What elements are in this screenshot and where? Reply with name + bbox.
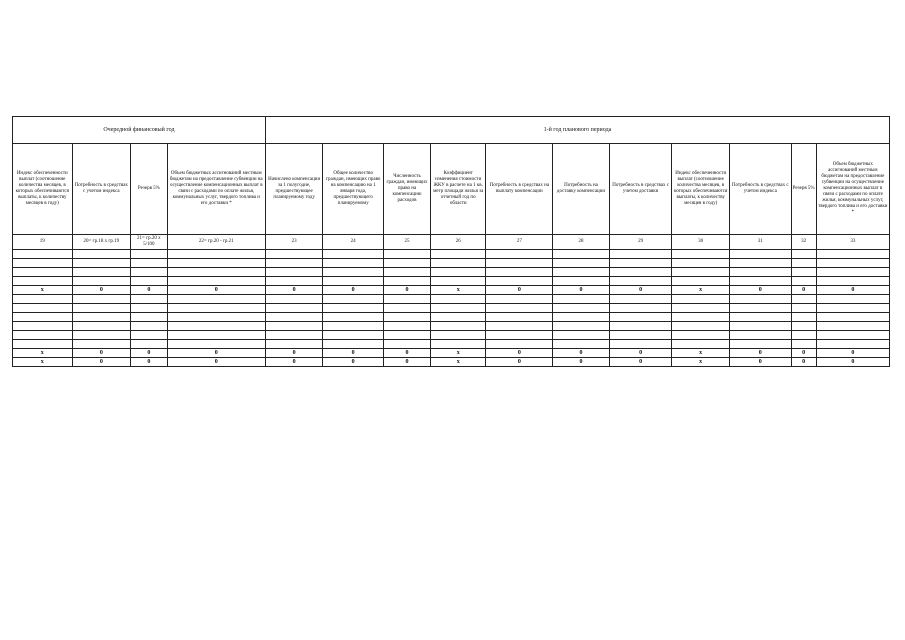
period-first-plan-year: 1-й год планового периода (265, 117, 889, 144)
table-cell: 0 (486, 358, 553, 367)
table-cell: x (431, 349, 486, 358)
table-cell (553, 277, 609, 286)
table-cell (553, 250, 609, 259)
table-cell (383, 268, 430, 277)
table-row (13, 286, 890, 295)
table-cell (486, 313, 553, 322)
table-cell (72, 322, 131, 331)
table-cell (265, 268, 322, 277)
table-cell (167, 259, 265, 268)
table-cell (13, 268, 73, 277)
column-header: Начислено компенсации за 1 полугодие, предшествующее планируемому году (265, 144, 322, 235)
table-cell: 0 (816, 349, 889, 358)
table-cell (431, 313, 486, 322)
table-cell (672, 322, 729, 331)
column-number: 29 (609, 235, 672, 250)
table-cell (383, 259, 430, 268)
table-cell (729, 313, 791, 322)
table-cell: x (672, 286, 729, 295)
table-row (13, 277, 890, 286)
column-number: 22= гр.20 - гр.21 (167, 235, 265, 250)
table-cell (72, 331, 131, 340)
table-row (13, 259, 890, 268)
table-cell (13, 259, 73, 268)
table-cell (167, 295, 265, 304)
table-cell (791, 295, 816, 304)
table-cell (431, 304, 486, 313)
table-cell (672, 259, 729, 268)
table-row (13, 250, 890, 259)
column-number: 31 (729, 235, 791, 250)
table-cell (383, 250, 430, 259)
table-cell (167, 313, 265, 322)
table-cell (609, 277, 672, 286)
table-cell (729, 277, 791, 286)
column-header: Индекс обеспеченности выплат (соотношение количества месяцев, в которых обеспечиваются выплаты, к количеству месяцев в году) (672, 144, 729, 235)
table-cell (486, 340, 553, 349)
table-cell (72, 295, 131, 304)
table-cell: 0 (167, 286, 265, 295)
table-cell (486, 322, 553, 331)
table-cell (791, 250, 816, 259)
table-cell: x (672, 349, 729, 358)
table-cell (265, 322, 322, 331)
table-cell: 0 (383, 358, 430, 367)
table-cell (323, 322, 384, 331)
table-cell (131, 331, 168, 340)
table-cell (265, 340, 322, 349)
table-cell (131, 340, 168, 349)
table-cell (431, 340, 486, 349)
table-cell: 0 (553, 358, 609, 367)
table-cell (729, 304, 791, 313)
column-header-row (13, 144, 890, 235)
table-cell (729, 295, 791, 304)
table-cell (72, 250, 131, 259)
table-cell (431, 259, 486, 268)
table-cell: x (13, 349, 73, 358)
table-cell (131, 295, 168, 304)
column-header: Резерв 5% (791, 144, 816, 235)
table-cell (553, 331, 609, 340)
table-cell (609, 313, 672, 322)
table-cell (13, 322, 73, 331)
table-row (13, 322, 890, 331)
table-cell (131, 268, 168, 277)
table-cell (553, 268, 609, 277)
table-cell (486, 304, 553, 313)
table-cell: 0 (131, 358, 168, 367)
table-cell: 0 (791, 349, 816, 358)
table-cell (13, 295, 73, 304)
table-cell (431, 295, 486, 304)
table-cell (791, 259, 816, 268)
table-cell (167, 277, 265, 286)
table-cell (265, 304, 322, 313)
table-cell (816, 322, 889, 331)
table-cell (609, 304, 672, 313)
column-number: 25 (383, 235, 430, 250)
table-cell (13, 304, 73, 313)
table-cell (816, 304, 889, 313)
table-cell (323, 259, 384, 268)
column-header: Потребность в средствах на выплату компенсации (486, 144, 553, 235)
table-cell (672, 313, 729, 322)
column-header: Объем бюджетных ассигнований местным бюджетам на предоставление субвенции на осуществление компенсационных выплат в связи с расходами по оплате жилья, коммунальных услуг, твердого топлива и его доставки * (816, 144, 889, 235)
column-header: Общее количество граждан, имеющих право на компенсацию на 1 января года, предшествующего планируемому (323, 144, 384, 235)
column-header: Потребность в средствах с учетом индекса (729, 144, 791, 235)
column-header: Объем бюджетных ассигнований местным бюджетам на предоставление субвенции на осуществление компенсационных выплат в связи с расходами по оплате жилья, коммунальных услуг, твердого топлива и его доставки * (167, 144, 265, 235)
table-cell: 0 (383, 349, 430, 358)
table-cell (431, 331, 486, 340)
table-cell (431, 322, 486, 331)
table-cell: 0 (816, 358, 889, 367)
column-header: Численность граждан, имеющих право на компенсацию расходов (383, 144, 430, 235)
table-cell: 0 (729, 286, 791, 295)
column-header: Резерв 5% (131, 144, 168, 235)
table-cell: 0 (553, 349, 609, 358)
table-cell (323, 313, 384, 322)
table-cell (431, 268, 486, 277)
table-cell (609, 295, 672, 304)
table-cell (131, 250, 168, 259)
table-cell (131, 313, 168, 322)
column-number: 23 (265, 235, 322, 250)
table-cell (167, 331, 265, 340)
table-cell (791, 340, 816, 349)
column-header: Потребность в средствах с учетом доставки (609, 144, 672, 235)
table-cell (167, 340, 265, 349)
table-cell (13, 313, 73, 322)
table-cell: 0 (323, 286, 384, 295)
table-cell (486, 295, 553, 304)
table-row (13, 295, 890, 304)
table-cell (383, 331, 430, 340)
table-cell (323, 331, 384, 340)
table-cell (265, 313, 322, 322)
table-cell (729, 331, 791, 340)
table-cell (323, 250, 384, 259)
column-number: 32 (791, 235, 816, 250)
table-cell (265, 277, 322, 286)
table-cell (672, 295, 729, 304)
table-cell (729, 322, 791, 331)
table-cell: x (431, 358, 486, 367)
table-cell (791, 322, 816, 331)
table-cell (553, 322, 609, 331)
table-cell (609, 331, 672, 340)
table-cell (816, 277, 889, 286)
table-cell (72, 340, 131, 349)
table-cell (553, 304, 609, 313)
table-cell: 0 (791, 286, 816, 295)
table-cell: 0 (553, 286, 609, 295)
table-cell (486, 259, 553, 268)
table-cell (323, 340, 384, 349)
table-cell (13, 277, 73, 286)
table-cell (553, 313, 609, 322)
column-header: Потребность в средствах с учетом индекса (72, 144, 131, 235)
table-cell (265, 331, 322, 340)
table-cell: x (672, 358, 729, 367)
table-cell: 0 (383, 286, 430, 295)
table-cell (672, 250, 729, 259)
table-cell (816, 295, 889, 304)
table-cell (609, 340, 672, 349)
table-cell (816, 313, 889, 322)
table-cell (486, 277, 553, 286)
table-cell: 0 (72, 349, 131, 358)
table-cell: x (431, 286, 486, 295)
table-cell (383, 322, 430, 331)
table-row (13, 313, 890, 322)
column-number: 19 (13, 235, 73, 250)
table-cell (383, 304, 430, 313)
period-current-year: Очередной финансовый год (13, 117, 266, 144)
column-number: 33 (816, 235, 889, 250)
period-header-row (13, 117, 890, 144)
table-cell (167, 304, 265, 313)
table-cell (609, 322, 672, 331)
column-number: 30 (672, 235, 729, 250)
table-row (13, 331, 890, 340)
table-cell (431, 277, 486, 286)
table-cell (816, 268, 889, 277)
table-cell (791, 313, 816, 322)
column-header: Индекс обеспеченности выплат (соотношение количества месяцев, в которых обеспечиваются выплаты, к количеству месяцев в году) (13, 144, 73, 235)
table-cell: 0 (131, 349, 168, 358)
table-cell: 0 (72, 358, 131, 367)
table-cell: 0 (729, 358, 791, 367)
table-cell (131, 304, 168, 313)
column-header: Коэффициент изменения стоимости ЖКУ в расчете на 1 кв. метр площади жилья за отчетный год по области (431, 144, 486, 235)
table-cell (672, 340, 729, 349)
table-cell: 0 (609, 358, 672, 367)
table-cell (553, 259, 609, 268)
column-number: 20= гр.18 х гр.19 (72, 235, 131, 250)
table-cell (72, 259, 131, 268)
table-cell (672, 304, 729, 313)
column-header: Потребность на доставку компенсации (553, 144, 609, 235)
column-number: 28 (553, 235, 609, 250)
table-cell (72, 268, 131, 277)
table-cell: 0 (816, 286, 889, 295)
table-cell (609, 259, 672, 268)
column-number: 24 (323, 235, 384, 250)
table-cell: 0 (167, 349, 265, 358)
table-cell: 0 (265, 358, 322, 367)
table-cell: 0 (486, 286, 553, 295)
table-cell (131, 259, 168, 268)
table-cell (13, 340, 73, 349)
table-cell (609, 268, 672, 277)
table-cell (791, 277, 816, 286)
table-cell (167, 250, 265, 259)
table-cell (816, 259, 889, 268)
column-number-row (13, 235, 890, 250)
table-cell: 0 (72, 286, 131, 295)
table-cell (729, 268, 791, 277)
table-cell (486, 331, 553, 340)
table-cell: 0 (729, 349, 791, 358)
table-row (13, 268, 890, 277)
table-cell (729, 259, 791, 268)
table-cell (672, 277, 729, 286)
table-cell (672, 331, 729, 340)
table-cell (486, 268, 553, 277)
table-cell (791, 331, 816, 340)
table-cell (553, 295, 609, 304)
table-cell (729, 340, 791, 349)
table-cell: 0 (323, 349, 384, 358)
table-cell (72, 304, 131, 313)
table-cell (13, 331, 73, 340)
budget-table (12, 116, 890, 367)
table-cell (323, 304, 384, 313)
table-cell (383, 340, 430, 349)
table-cell (167, 268, 265, 277)
table-cell (323, 295, 384, 304)
table-cell (609, 250, 672, 259)
table-cell (672, 268, 729, 277)
table-cell: 0 (265, 349, 322, 358)
table-cell: x (13, 358, 73, 367)
table-cell (265, 250, 322, 259)
table-cell (265, 259, 322, 268)
table-cell (431, 250, 486, 259)
table-cell: 0 (167, 358, 265, 367)
table-cell (383, 313, 430, 322)
table-cell (791, 304, 816, 313)
table-cell: 0 (486, 349, 553, 358)
table-cell (816, 340, 889, 349)
table-cell (553, 340, 609, 349)
table-cell (383, 277, 430, 286)
table-cell: 0 (323, 358, 384, 367)
column-number: 21= гр.20 х 5/100 (131, 235, 168, 250)
table-cell (72, 277, 131, 286)
table-cell (791, 268, 816, 277)
column-number: 27 (486, 235, 553, 250)
column-number: 26 (431, 235, 486, 250)
table-cell: 0 (131, 286, 168, 295)
table-cell: 0 (609, 349, 672, 358)
table-cell: x (13, 286, 73, 295)
table-cell (323, 277, 384, 286)
table-row (13, 340, 890, 349)
table-cell (72, 313, 131, 322)
table-cell (131, 277, 168, 286)
table-cell (729, 250, 791, 259)
table-row (13, 349, 890, 358)
table-cell: 0 (791, 358, 816, 367)
table-cell (323, 268, 384, 277)
table-cell: 0 (265, 286, 322, 295)
table-cell (383, 295, 430, 304)
table-cell (486, 250, 553, 259)
table-cell (265, 295, 322, 304)
table-row (13, 304, 890, 313)
table-cell: 0 (609, 286, 672, 295)
table-cell (816, 250, 889, 259)
table-row (13, 358, 890, 367)
table-cell (167, 322, 265, 331)
table-cell (131, 322, 168, 331)
table-cell (13, 250, 73, 259)
table-cell (816, 331, 889, 340)
